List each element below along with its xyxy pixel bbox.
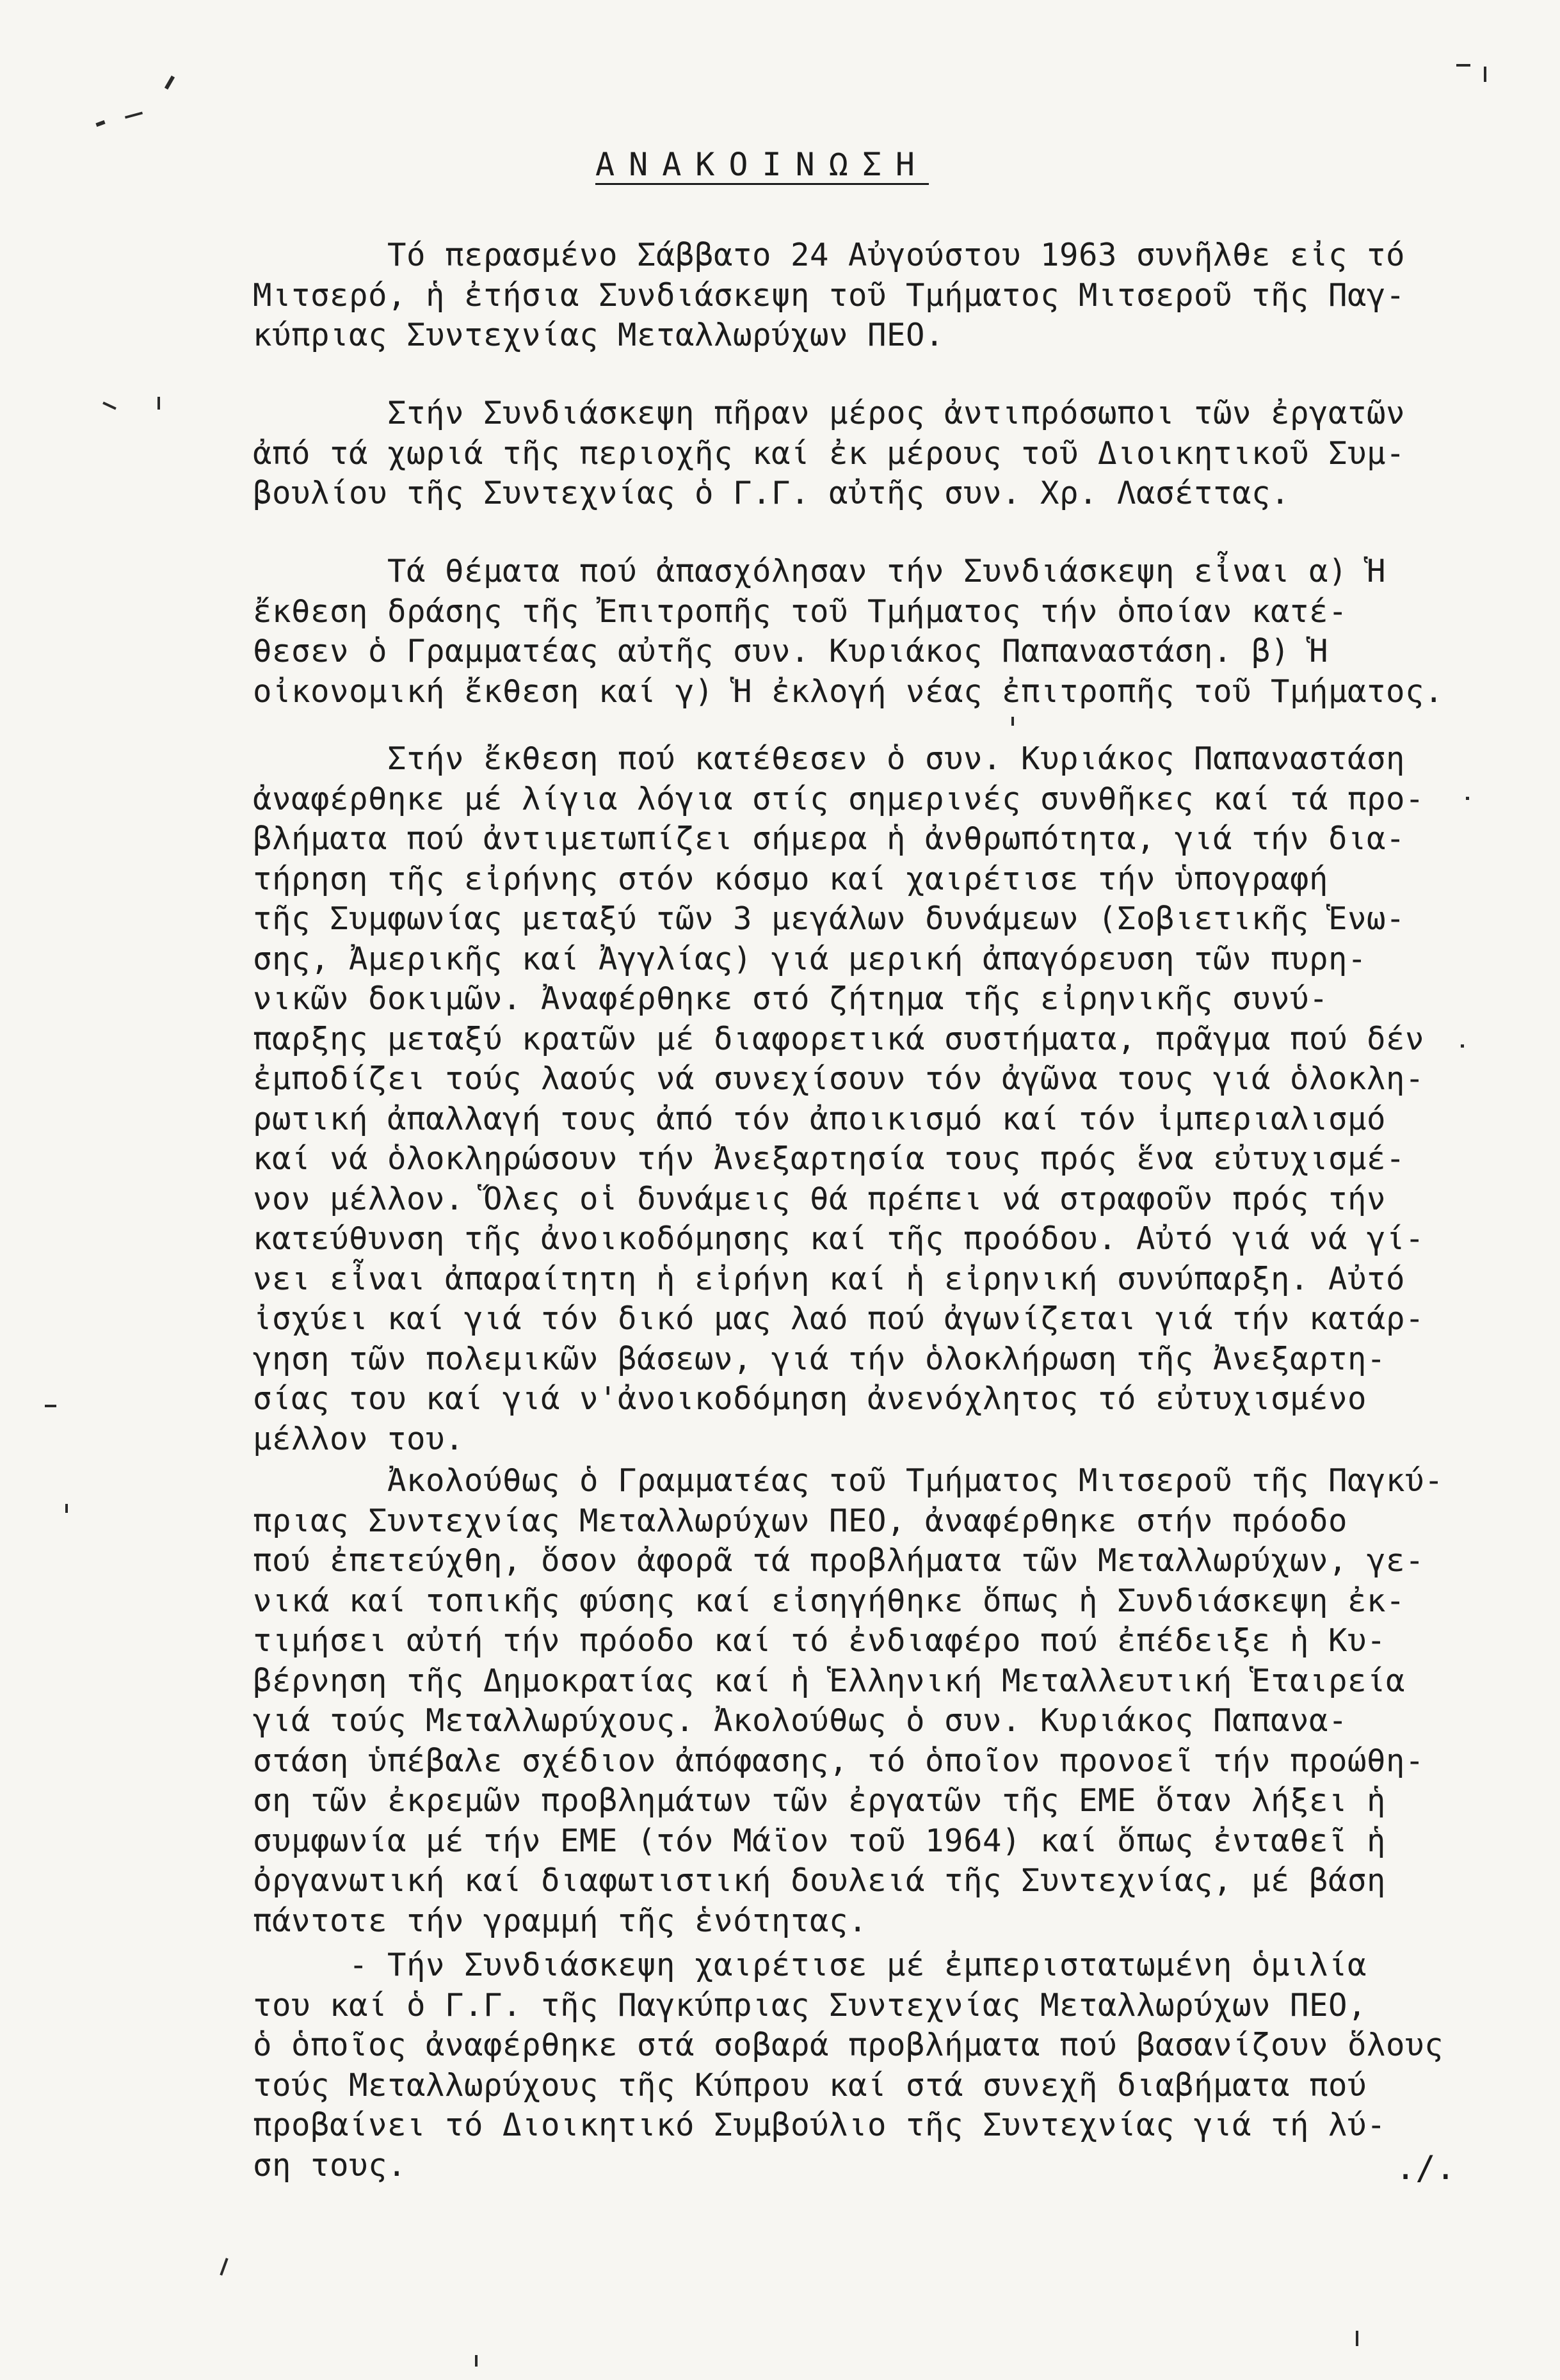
scan-mark [125,111,143,118]
scan-mark [1484,67,1486,82]
scan-mark [220,2258,228,2276]
scan-mark [1011,717,1014,726]
paragraph-greeting: - Τήν Συνδιάσκεψη χαιρέτισε μέ ἐμπεριστατωμένη ὁμιλία του καί ὁ Γ.Γ. τῆς Παγκύπριας Συντεχνίας Μεταλλωρύχων ΠΕΟ, ὁ ὁποῖος ἀναφέρθηκε στά σοβαρά προβλήματα πού βασανίζουν ὅλους τούς Μεταλλωρύχους τῆς Κύπρου καί στά συνεχῆ διαβήματα πού προβαίνει τό Διοικητικό Συμβούλιο τῆς Συντεχνίας γιά τή λύ- ση τους. [253,1947,1444,2184]
scan-mark [157,397,160,410]
scan-mark [1456,64,1470,67]
paragraph-participants: Στήν Συνδιάσκεψη πῆραν μέρος ἀντιπρόσωποι τῶν ἐργατῶν ἀπό τά χωριά τῆς περιοχῆς καί ἐκ μέρους τοῦ Διοικητικοῦ Συμ- βουλίου τῆς Συντεχνίας ὁ Γ.Γ. αὐτῆς συν. Χρ. Λασέττας. [253,395,1406,511]
scan-mark [1356,2331,1358,2346]
scan-mark [65,1504,68,1513]
scan-mark [1466,797,1469,800]
document-title: ΑΝΑΚΟΙΝΩΣΗ [595,146,929,183]
paragraph-report: Στήν ἔκθεση πού κατέθεσεν ὁ συν. Κυριάκος Παπαναστάση ἀναφέρθηκε μέ λίγια λόγια στίς σημερινές συνθῆκες καί τά προ- βλήματα πού ἀντιμετωπίζει σήμερα ἡ ἀνθρωπότητα, γιά τήν δια- τήρηση τῆς εἰρήνης στόν κόσμο καί χαιρέτισε τήν ὑπογραφή τῆς Συμφωνίας μεταξύ τῶν 3 μεγάλων δυνάμεων (Σοβιετικῆς Ἑνω- σης, Ἀμερικῆς καί Ἀγγλίας) γιά μερική ἀπαγόρευση τῶν πυρη- νικῶν δοκιμῶν. Ἀναφέρθηκε στό ζήτημα τῆς εἰρηνικῆς συνύ- παρξης μεταξύ κρατῶν μέ διαφορετικά συστήματα, πρᾶγμα πού δέν ἐμποδίζει τούς λαούς νά συνεχίσουν τόν ἀγῶνα τους γιά ὁλοκλη- ρωτική ἀπαλλαγή τους ἀπό τόν ἀποικισμό καί τόν ἰμπεριαλισμό καί νά ὁλοκληρώσουν τήν Ἀνεξαρτησία τους πρός ἕνα εὐτυχισμέ- νον μέλλον. Ὅλες οἱ δυνάμεις θά πρέπει νά στραφοῦν πρός τήν κατεύθυνση τῆς ἀνοικοδόμησης καί τῆς προόδου. Αὐτό γιά νά γί- νει εἶναι ἀπαραίτητη ἡ εἰρήνη καί ἡ εἰρηνική συνύπαρξη. Αὐτό ἰσχύει καί γιά τόν δικό μας λαό πού ἀγωνίζεται γιά τήν κατάρ- γηση τῶν πολεμικῶν βάσεων, γιά τήν ὁλοκλήρωση τῆς Ἀνεξαρτη- σίας του καί γιά ν'ἀνοικοδόμηση ἀνενόχλητος τό εὐτυχισμένο μέλλον του. [253,740,1425,1457]
scan-mark [165,76,175,90]
paragraph-agenda: Τά θέματα πού ἀπασχόλησαν τήν Συνδιάσκεψη εἶναι α) Ἡ ἔκθεση δράσης τῆς Ἐπιτροπῆς τοῦ Τμήματος τήν ὁποίαν κατέ- θεσεν ὁ Γραμματέας αὐτῆς συν. Κυριάκος Παπαναστάση. β) Ἡ οἰκονομική ἔκθεση καί γ) Ἡ ἐκλογή νέας ἐπιτροπῆς τοῦ Τμήματος. [253,553,1444,710]
scan-mark [475,2355,478,2367]
scan-mark [1461,1044,1464,1048]
continuation-mark: ./. [1395,2149,1456,2187]
scan-mark [95,120,105,127]
paragraph-meeting-announcement: Τό περασμένο Σάββατο 24 Αὐγούστου 1963 συνῆλθε εἰς τό Μιτσερό, ἡ ἐτήσια Συνδιάσκεψη τοῦ Τμήματος Μιτσεροῦ τῆς Παγ- κύπριας Συντεχνίας Μεταλλωρύχων ΠΕΟ. [253,237,1406,353]
paragraph-secretary-report: Ἀκολούθως ὁ Γραμματέας τοῦ Τμήματος Μιτσεροῦ τῆς Παγκύ- πριας Συντεχνίας Μεταλλωρύχων ΠΕΟ, ἀναφέρθηκε στήν πρόοδο πού ἐπετεύχθη, ὅσον ἀφορᾶ τά προβλήματα τῶν Μεταλλωρύχων, γε- νικά καί τοπικῆς φύσης καί εἰσηγήθηκε ὅπως ἡ Συνδιάσκεψη ἐκ- τιμήσει αὐτή τήν πρόοδο καί τό ἐνδιαφέρο πού ἐπέδειξε ἡ Κυ- βέρνηση τῆς Δημοκρατίας καί ἡ Ἑλληνική Μεταλλευτική Ἑταιρεία γιά τούς Μεταλλωρύχους. Ἀκολούθως ὁ συν. Κυριάκος Παπανα- στάση ὑπέβαλε σχέδιον ἀπόφασης, τό ὁποῖον προνοεῖ τήν προώθη- ση τῶν ἐκρεμῶν προβλημάτων τῶν ἐργατῶν τῆς ΕΜΕ ὅταν λήξει ἡ συμφωνία μέ τήν ΕΜΕ (τόν Μάϊον τοῦ 1964) καί ὅπως ἐνταθεῖ ἡ ὀργανωτική καί διαφωτιστική δουλειά τῆς Συντεχνίας, μέ βάση πάντοτε τήν γραμμή τῆς ἑνότητας. [253,1462,1444,1939]
scan-mark [45,1405,56,1407]
scan-mark [102,402,117,410]
